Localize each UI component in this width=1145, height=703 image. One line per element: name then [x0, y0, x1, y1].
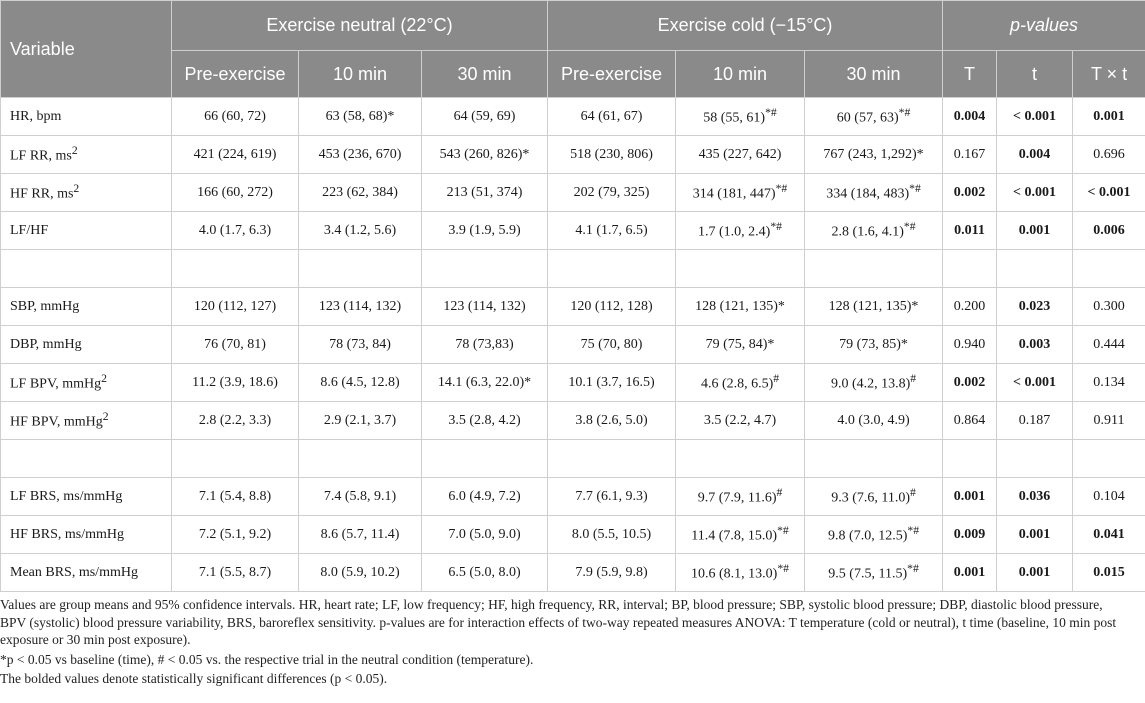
value-cell: 9.0 (4.2, 13.8)# — [805, 364, 943, 402]
value-cell: 7.2 (5.1, 9.2) — [172, 516, 299, 554]
p-value-cell: 0.015 — [1073, 554, 1145, 592]
p-value-cell: 0.444 — [1073, 326, 1145, 364]
p-value-cell: 0.696 — [1073, 136, 1145, 174]
table-row — [1, 136, 1145, 174]
p-value-cell: 0.001 — [1073, 98, 1145, 136]
value-cell: 166 (60, 272) — [172, 174, 299, 212]
spacer-cell — [299, 440, 422, 478]
value-cell: 10.6 (8.1, 13.0)*# — [676, 554, 805, 592]
value-cell: 123 (114, 132) — [422, 288, 548, 326]
value-cell: 120 (112, 127) — [172, 288, 299, 326]
spacer-cell — [997, 440, 1073, 478]
value-cell: 128 (121, 135)* — [805, 288, 943, 326]
spacer-cell — [422, 440, 548, 478]
p-interaction-header: T × t — [1073, 51, 1145, 98]
value-cell: 11.4 (7.8, 15.0)*# — [676, 516, 805, 554]
spacer-cell — [805, 440, 943, 478]
table-row — [1, 402, 1145, 440]
p-value-cell: < 0.001 — [997, 98, 1073, 136]
table-row — [1, 174, 1145, 212]
value-cell: 4.0 (3.0, 4.9) — [805, 402, 943, 440]
value-cell: 14.1 (6.3, 22.0)* — [422, 364, 548, 402]
value-cell: 79 (75, 84)* — [676, 326, 805, 364]
p-value-cell: 0.002 — [943, 364, 997, 402]
value-cell: 9.3 (7.6, 11.0)# — [805, 478, 943, 516]
spacer-cell — [676, 440, 805, 478]
value-cell: 1.7 (1.0, 2.4)*# — [676, 212, 805, 250]
value-cell: 3.5 (2.2, 4.7) — [676, 402, 805, 440]
spacer-cell — [1, 440, 172, 478]
value-cell: 453 (236, 670) — [299, 136, 422, 174]
spacer-cell — [676, 250, 805, 288]
p-value-cell: 0.009 — [943, 516, 997, 554]
row-label: LF BRS, ms/mmHg — [1, 478, 172, 516]
value-cell: 2.8 (2.2, 3.3) — [172, 402, 299, 440]
value-cell: 3.5 (2.8, 4.2) — [422, 402, 548, 440]
p-time-header: t — [997, 51, 1073, 98]
row-label: HR, bpm — [1, 98, 172, 136]
p-value-cell: 0.864 — [943, 402, 997, 440]
p-value-cell: 0.001 — [943, 478, 997, 516]
p-value-cell: < 0.001 — [997, 174, 1073, 212]
cold-30min-header: 30 min — [805, 51, 943, 98]
value-cell: 120 (112, 128) — [548, 288, 676, 326]
value-cell: 7.1 (5.4, 8.8) — [172, 478, 299, 516]
value-cell: 79 (73, 85)* — [805, 326, 943, 364]
p-value-cell: 0.300 — [1073, 288, 1145, 326]
value-cell: 8.6 (5.7, 11.4) — [299, 516, 422, 554]
row-label: LF RR, $ms^2$ — [1, 136, 172, 174]
p-value-cell: 0.011 — [943, 212, 997, 250]
p-value-cell: 0.036 — [997, 478, 1073, 516]
row-label: LF BPV, mmHg$^2$ — [1, 364, 172, 402]
value-cell: 60 (57, 63)*# — [805, 98, 943, 136]
spacer-cell — [805, 250, 943, 288]
p-value-cell: 0.911 — [1073, 402, 1145, 440]
value-cell: 6.5 (5.0, 8.0) — [422, 554, 548, 592]
p-value-cell: 0.006 — [1073, 212, 1145, 250]
cold-10min-header: 10 min — [676, 51, 805, 98]
value-cell: 3.8 (2.6, 5.0) — [548, 402, 676, 440]
p-value-cell: 0.001 — [997, 554, 1073, 592]
value-cell: 9.7 (7.9, 11.6)# — [676, 478, 805, 516]
footnote-bold-values: The bolded values denote statistically significant differences (p < 0.05). — [0, 671, 388, 686]
spacer-cell — [548, 440, 676, 478]
value-cell: 334 (184, 483)*# — [805, 174, 943, 212]
table-row — [1, 516, 1145, 554]
table-body — [1, 98, 1145, 592]
value-cell: 64 (59, 69) — [422, 98, 548, 136]
value-cell: 64 (61, 67) — [548, 98, 676, 136]
p-value-cell: 0.134 — [1073, 364, 1145, 402]
row-label: DBP, mmHg — [1, 326, 172, 364]
value-cell: 543 (260, 826)* — [422, 136, 548, 174]
value-cell: 66 (60, 72) — [172, 98, 299, 136]
spacer-cell — [172, 250, 299, 288]
spacer-cell — [1, 250, 172, 288]
value-cell: 3.4 (1.2, 5.6) — [299, 212, 422, 250]
p-value-cell: 0.001 — [997, 516, 1073, 554]
value-cell: 75 (70, 80) — [548, 326, 676, 364]
value-cell: 76 (70, 81) — [172, 326, 299, 364]
value-cell: 8.0 (5.9, 10.2) — [299, 554, 422, 592]
p-value-cell: < 0.001 — [997, 364, 1073, 402]
value-cell: 7.9 (5.9, 9.8) — [548, 554, 676, 592]
value-cell: 202 (79, 325) — [548, 174, 676, 212]
neutral-pre-header: Pre-exercise — [172, 51, 299, 98]
cold-pre-header: Pre-exercise — [548, 51, 676, 98]
p-value-cell: 0.200 — [943, 288, 997, 326]
footnote-abbreviations: Values are group means and 95% confidence intervals. HR, heart rate; LF, low frequency; HF, high frequency, RR, interval; BP, blood pressure; SBP, systolic blood pressure; DBP, diastolic blood pressure, BPV (systolic) blood pressure variability, BRS, baroreflex sensitivity. p-values are for interaction effects of two-way repeated measures ANOVA: T temperature (cold or neutral), t time (baseline, 10 min post exposure or 30 min post exposure). — [0, 597, 1117, 647]
table-row — [1, 98, 1145, 136]
spacer-cell — [943, 250, 997, 288]
row-label: Mean BRS, ms/mmHg — [1, 554, 172, 592]
table-row — [1, 364, 1145, 402]
spacer-cell — [172, 440, 299, 478]
table-row — [1, 478, 1145, 516]
value-cell: 421 (224, 619) — [172, 136, 299, 174]
value-cell: 314 (181, 447)*# — [676, 174, 805, 212]
table-row — [1, 554, 1145, 592]
row-label: HF BRS, ms/mmHg — [1, 516, 172, 554]
value-cell: 128 (121, 135)* — [676, 288, 805, 326]
value-cell: 223 (62, 384) — [299, 174, 422, 212]
value-cell: 435 (227, 642) — [676, 136, 805, 174]
value-cell: 78 (73,83) — [422, 326, 548, 364]
spacer-cell — [299, 250, 422, 288]
row-label: HF BPV, mmHg$^2$ — [1, 402, 172, 440]
footnote-significance-markers: *p < 0.05 vs baseline (time), # < 0.05 vs. the respective trial in the neutral condition (temperature). — [0, 651, 534, 667]
value-cell: 123 (114, 132) — [299, 288, 422, 326]
spacer-cell — [1073, 250, 1145, 288]
value-cell: 7.1 (5.5, 8.7) — [172, 554, 299, 592]
value-cell: 7.0 (5.0, 9.0) — [422, 516, 548, 554]
spacer-row — [1, 440, 1145, 478]
p-value-cell: < 0.001 — [1073, 174, 1145, 212]
spacer-cell — [997, 250, 1073, 288]
value-cell: 7.7 (6.1, 9.3) — [548, 478, 676, 516]
p-value-cell: 0.041 — [1073, 516, 1145, 554]
p-value-cell: 0.001 — [943, 554, 997, 592]
value-cell: 2.9 (2.1, 3.7) — [299, 402, 422, 440]
value-cell: 3.9 (1.9, 5.9) — [422, 212, 548, 250]
p-value-cell: 0.167 — [943, 136, 997, 174]
value-cell: 78 (73, 84) — [299, 326, 422, 364]
value-cell: 4.1 (1.7, 6.5) — [548, 212, 676, 250]
value-cell: 11.2 (3.9, 18.6) — [172, 364, 299, 402]
p-value-cell: 0.940 — [943, 326, 997, 364]
p-value-cell: 0.002 — [943, 174, 997, 212]
table-row — [1, 212, 1145, 250]
p-values-group-header: p-values — [943, 1, 1145, 51]
p-value-cell: 0.001 — [997, 212, 1073, 250]
spacer-cell — [422, 250, 548, 288]
table-row — [1, 288, 1145, 326]
value-cell: 8.0 (5.5, 10.5) — [548, 516, 676, 554]
p-value-cell: 0.004 — [997, 136, 1073, 174]
row-label: SBP, mmHg — [1, 288, 172, 326]
table-row — [1, 326, 1145, 364]
value-cell: 213 (51, 374) — [422, 174, 548, 212]
value-cell: 7.4 (5.8, 9.1) — [299, 478, 422, 516]
value-cell: 63 (58, 68)* — [299, 98, 422, 136]
value-cell: 767 (243, 1,292)* — [805, 136, 943, 174]
p-value-cell: 0.104 — [1073, 478, 1145, 516]
p-value-cell: 0.023 — [997, 288, 1073, 326]
value-cell: 9.8 (7.0, 12.5)*# — [805, 516, 943, 554]
value-cell: 58 (55, 61)*# — [676, 98, 805, 136]
p-value-cell: 0.004 — [943, 98, 997, 136]
table-footnotes — [0, 596, 1130, 690]
row-label: HF RR, $ms^2$ — [1, 174, 172, 212]
spacer-cell — [548, 250, 676, 288]
p-value-cell: 0.187 — [997, 402, 1073, 440]
variable-header: Variable — [1, 1, 172, 98]
value-cell: 6.0 (4.9, 7.2) — [422, 478, 548, 516]
value-cell: 9.5 (7.5, 11.5)*# — [805, 554, 943, 592]
spacer-cell — [943, 440, 997, 478]
value-cell: 2.8 (1.6, 4.1)*# — [805, 212, 943, 250]
p-value-cell: 0.003 — [997, 326, 1073, 364]
neutral-group-header: Exercise neutral (22°C) — [172, 1, 548, 51]
neutral-10min-header: 10 min — [299, 51, 422, 98]
value-cell: 4.6 (2.8, 6.5)# — [676, 364, 805, 402]
value-cell: 10.1 (3.7, 16.5) — [548, 364, 676, 402]
cold-group-header: Exercise cold (−15°C) — [548, 1, 943, 51]
value-cell: 4.0 (1.7, 6.3) — [172, 212, 299, 250]
spacer-row — [1, 250, 1145, 288]
p-temperature-header: T — [943, 51, 997, 98]
row-label: LF/HF — [1, 212, 172, 250]
value-cell: 8.6 (4.5, 12.8) — [299, 364, 422, 402]
value-cell: 518 (230, 806) — [548, 136, 676, 174]
neutral-30min-header: 30 min — [422, 51, 548, 98]
spacer-cell — [1073, 440, 1145, 478]
